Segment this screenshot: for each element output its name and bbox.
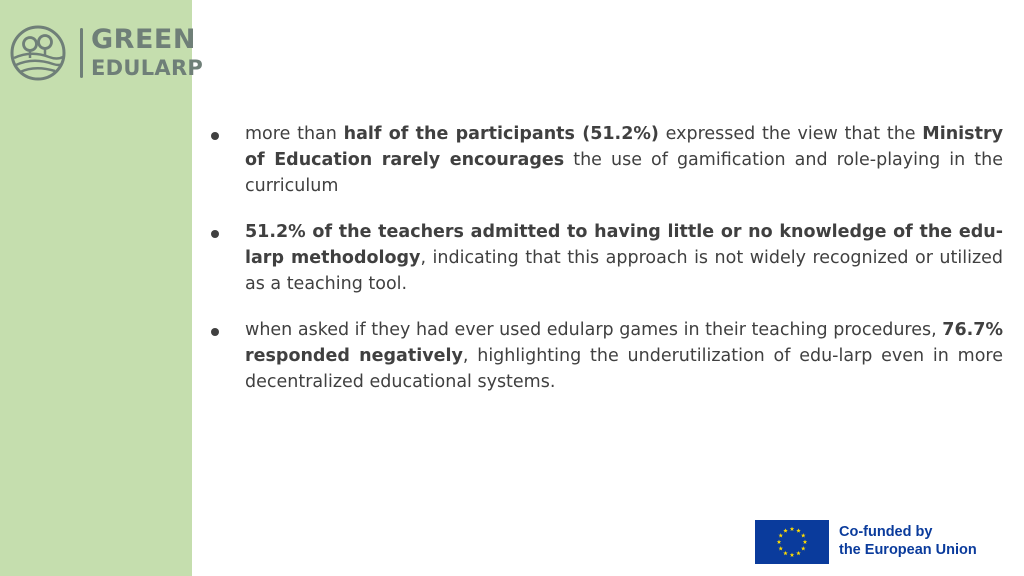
eu-cofunded-badge — [755, 520, 1015, 564]
bullet-dot-icon — [211, 328, 219, 336]
bullet-3-text-b: , highlighting the underutilization of edu-larp even in more decentralized educational systems. — [245, 346, 1003, 392]
green-edularp-logo — [9, 22, 204, 86]
bullet-dot-icon — [211, 132, 219, 140]
logo-text-green: GREEN — [91, 24, 196, 55]
logo-emblem-icon — [9, 24, 67, 82]
bullet-2-text-a: , indicating that this approach is not widely recognized or utilized as a teaching tool. — [245, 248, 1003, 294]
bullet-1-text-c: the use of gamification and role-playing in the curriculum — [245, 150, 1003, 196]
bullet-1-bold-a: half of the participants (51.2%) — [343, 124, 659, 144]
sidebar-panel — [0, 0, 204, 576]
logo-text-edularp: EDULARP — [91, 56, 204, 80]
bullet-1-text-b: expressed the view that the — [658, 124, 923, 144]
bullet-3-text-a: when asked if they had ever used edularp games in their teaching procedures, — [245, 320, 943, 340]
eu-funding-text — [839, 523, 1019, 559]
bullet-item-2 — [211, 219, 1003, 297]
bullet-dot-icon — [211, 230, 219, 238]
bullet-3-bold-a: 76.7% responded negatively — [245, 320, 1003, 366]
eu-text-line1: Co-funded by — [839, 524, 933, 540]
logo-divider — [80, 28, 83, 78]
eu-text-line2: the European Union — [839, 542, 977, 558]
bullet-item-3 — [211, 317, 1003, 395]
bullet-2-bold-a: 51.2% of the teachers admitted to having little or no knowledge of the edu-larp methodology — [245, 222, 1003, 268]
bullet-list — [211, 121, 1003, 415]
bullet-1-bold-b: Ministry of Education rarely encourages — [245, 124, 1003, 170]
eu-flag-icon — [755, 520, 829, 564]
bullet-1-text-a: more than — [245, 124, 344, 144]
bullet-item-1 — [211, 121, 1003, 199]
